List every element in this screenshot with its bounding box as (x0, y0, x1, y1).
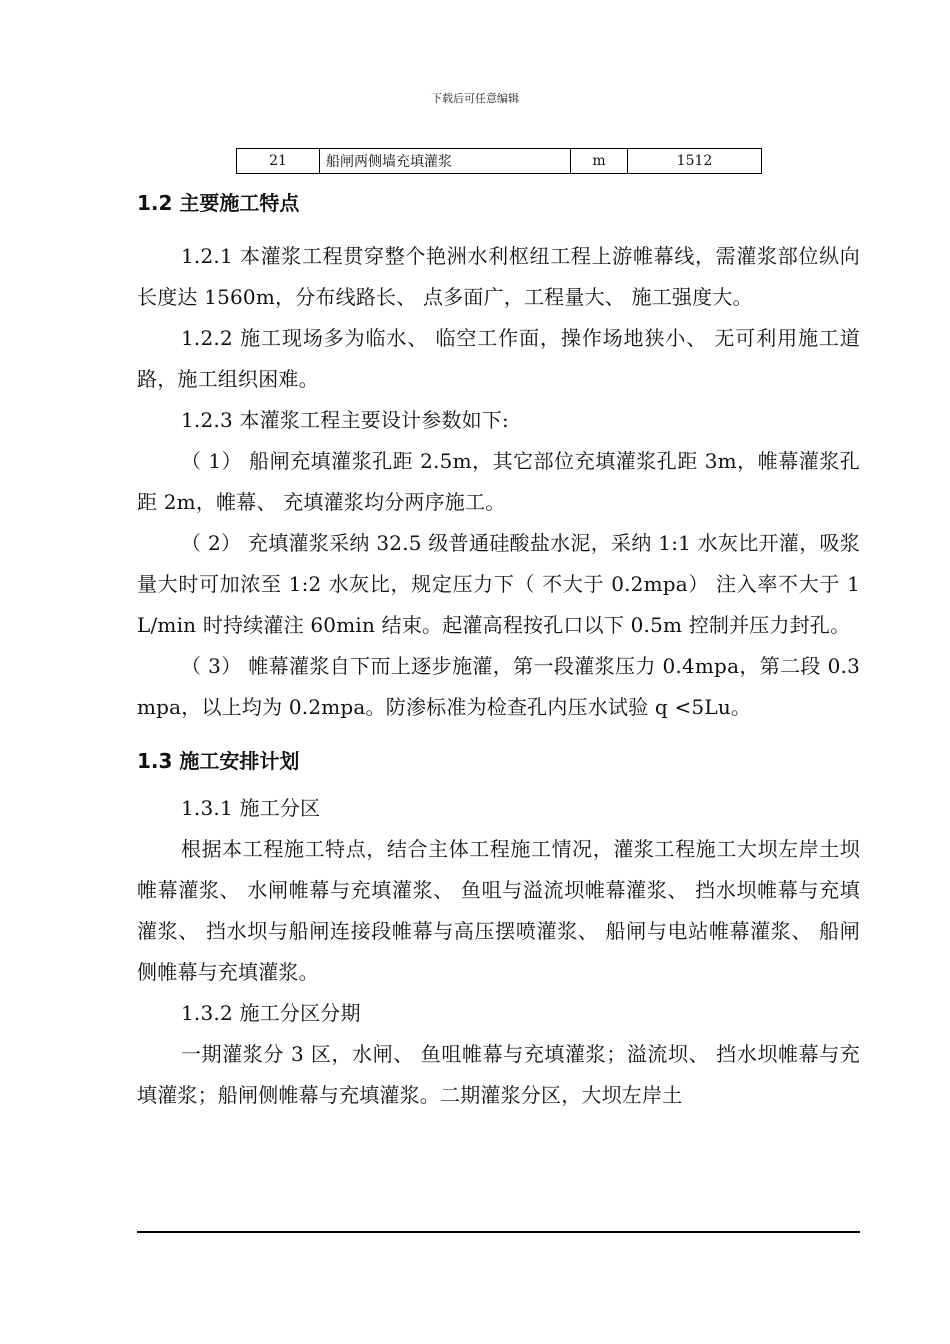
paragraph-1-2-3: 1.2.3 本灌浆工程主要设计参数如下: (181, 408, 509, 432)
document-body (137, 184, 860, 1116)
list-item-1: （ 1） 船闸充填灌浆孔距 2.5m，其它部位充填灌浆孔距 3m，帷幕灌浆孔距 2m，帷幕、 充填灌浆均分两序施工。 (137, 449, 860, 514)
section-heading-1-3: 1.3 施工安排计划 (137, 749, 300, 773)
table-cell-quantity: 1512 (628, 149, 762, 174)
paragraph-1-3-1-body: 根据本工程施工特点，结合主体工程施工情况，灌浆工程施工大坝左岸土坝帷幕灌浆、 水闸帷幕与充填灌浆、 鱼咀与溢流坝帷幕灌浆、 挡水坝帷幕与充填灌浆、 挡水坝与船闸连接段帷幕与高压摆喷灌浆、 船闸与电站帷幕灌浆、 船闸侧帷幕与充填灌浆。 (137, 837, 860, 984)
table-cell-unit: m (571, 149, 628, 174)
subheading-1-3-1: 1.3.1 施工分区 (181, 796, 321, 820)
paragraph-1-2-2: 1.2.2 施工现场多为临水、 临空工作面，操作场地狭小、 无可利用施工道路，施工组织困难。 (137, 326, 860, 391)
paragraph-1-2-1: 1.2.1 本灌浆工程贯穿整个艳洲水利枢纽工程上游帷幕线，需灌浆部位纵向长度达 1560m，分布线路长、 点多面广，工程量大、 施工强度大。 (137, 244, 860, 309)
table-cell-number: 21 (237, 149, 320, 174)
list-item-2: （ 2） 充填灌浆采纳 32.5 级普通硅酸盐水泥，采纳 1:1 水灰比开灌，吸浆量大时可加浓至 1:2 水灰比，规定压力下（ 不大于 0.2mpa） 注入率不大于 1L/min 时持续灌注 60min 结束。起灌高程按孔口以下 0.5m 控制并压力封孔。 (137, 531, 860, 637)
paragraph-1-3-2-body: 一期灌浆分 3 区，水闸、 鱼咀帷幕与充填灌浆；溢流坝、 挡水坝帷幕与充填灌浆；船闸侧帷幕与充填灌浆。二期灌浆分区，大坝左岸土 (137, 1042, 860, 1107)
section-heading-1-2: 1.2 主要施工特点 (137, 191, 300, 215)
table-row (237, 149, 762, 174)
quantity-table (236, 148, 762, 174)
table-cell-item-name: 船闸两侧墙充填灌浆 (320, 149, 571, 174)
list-item-3: （ 3） 帷幕灌浆自下而上逐步施灌，第一段灌浆压力 0.4mpa，第二段 0.3mpa，以上均为 0.2mpa。防渗标准为检查孔内压水试验 q <5Lu。 (137, 654, 860, 719)
page-header-note: 下载后可任意编辑 (431, 92, 519, 105)
subheading-1-3-2: 1.3.2 施工分区分期 (181, 1001, 361, 1025)
footer-divider (137, 1231, 860, 1233)
